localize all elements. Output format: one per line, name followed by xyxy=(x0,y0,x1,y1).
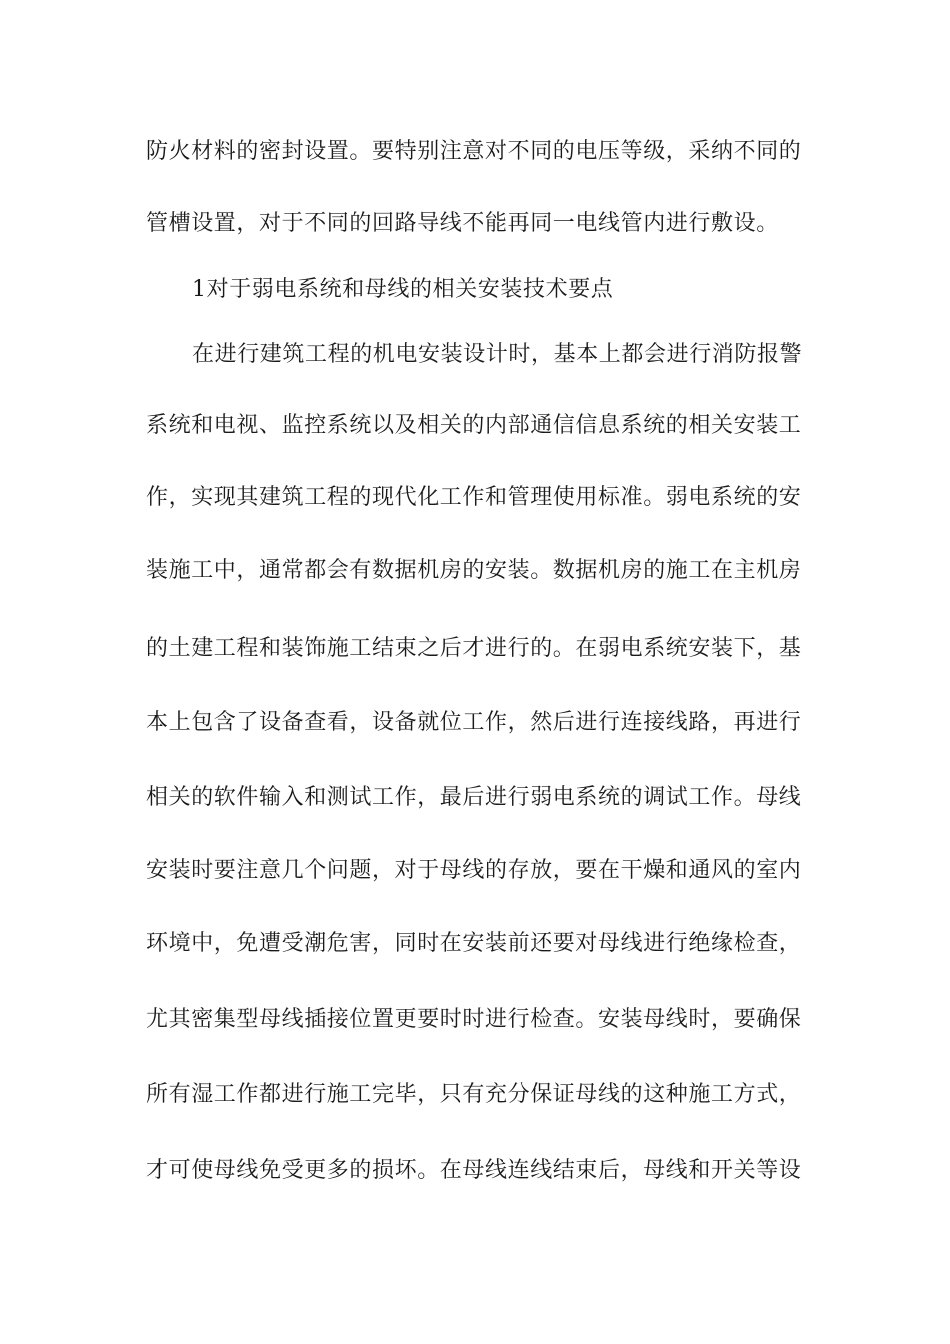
text-line: 相关的软件输入和测试工作，最后进行弱电系统的调试工作。母线 xyxy=(146,785,802,810)
text-line: 装施工中，通常都会有数据机房的安装。数据机房的施工在主机房 xyxy=(146,558,802,583)
text-line: 防火材料的密封设置。要特别注意对不同的电压等级，采纳不同的 xyxy=(146,139,802,164)
text-line: 尤其密集型母线插接位置更要时时进行检查。安装母线时，要确保 xyxy=(146,1007,802,1032)
text-line: 管槽设置，对于不同的回路导线不能再同一电线管内进行敷设。 xyxy=(146,211,779,236)
section-heading: 1对于弱电系统和母线的相关安装技术要点 xyxy=(192,277,614,302)
text-line: 作，实现其建筑工程的现代化工作和管理使用标准。弱电系统的安 xyxy=(146,485,802,510)
text-line: 所有湿工作都进行施工完毕，只有充分保证母线的这种施工方式， xyxy=(146,1082,802,1107)
text-line: 安装时要注意几个问题，对于母线的存放，要在干燥和通风的室内 xyxy=(146,858,802,883)
text-line: 系统和电视、监控系统以及相关的内部通信信息系统的相关安装工 xyxy=(146,413,802,438)
text-line: 的土建工程和装饰施工结束之后才进行的。在弱电系统安装下，基 xyxy=(146,636,802,661)
text-line: 才可使母线免受更多的损坏。在母线连线结束后，母线和开关等设 xyxy=(146,1158,802,1183)
text-line: 本上包含了设备查看，设备就位工作，然后进行连接线路，再进行 xyxy=(146,710,802,735)
text-line: 在进行建筑工程的机电安装设计时，基本上都会进行消防报警 xyxy=(192,342,803,367)
text-line: 环境中，免遭受潮危害，同时在安装前还要对母线进行绝缘检查， xyxy=(146,931,802,956)
